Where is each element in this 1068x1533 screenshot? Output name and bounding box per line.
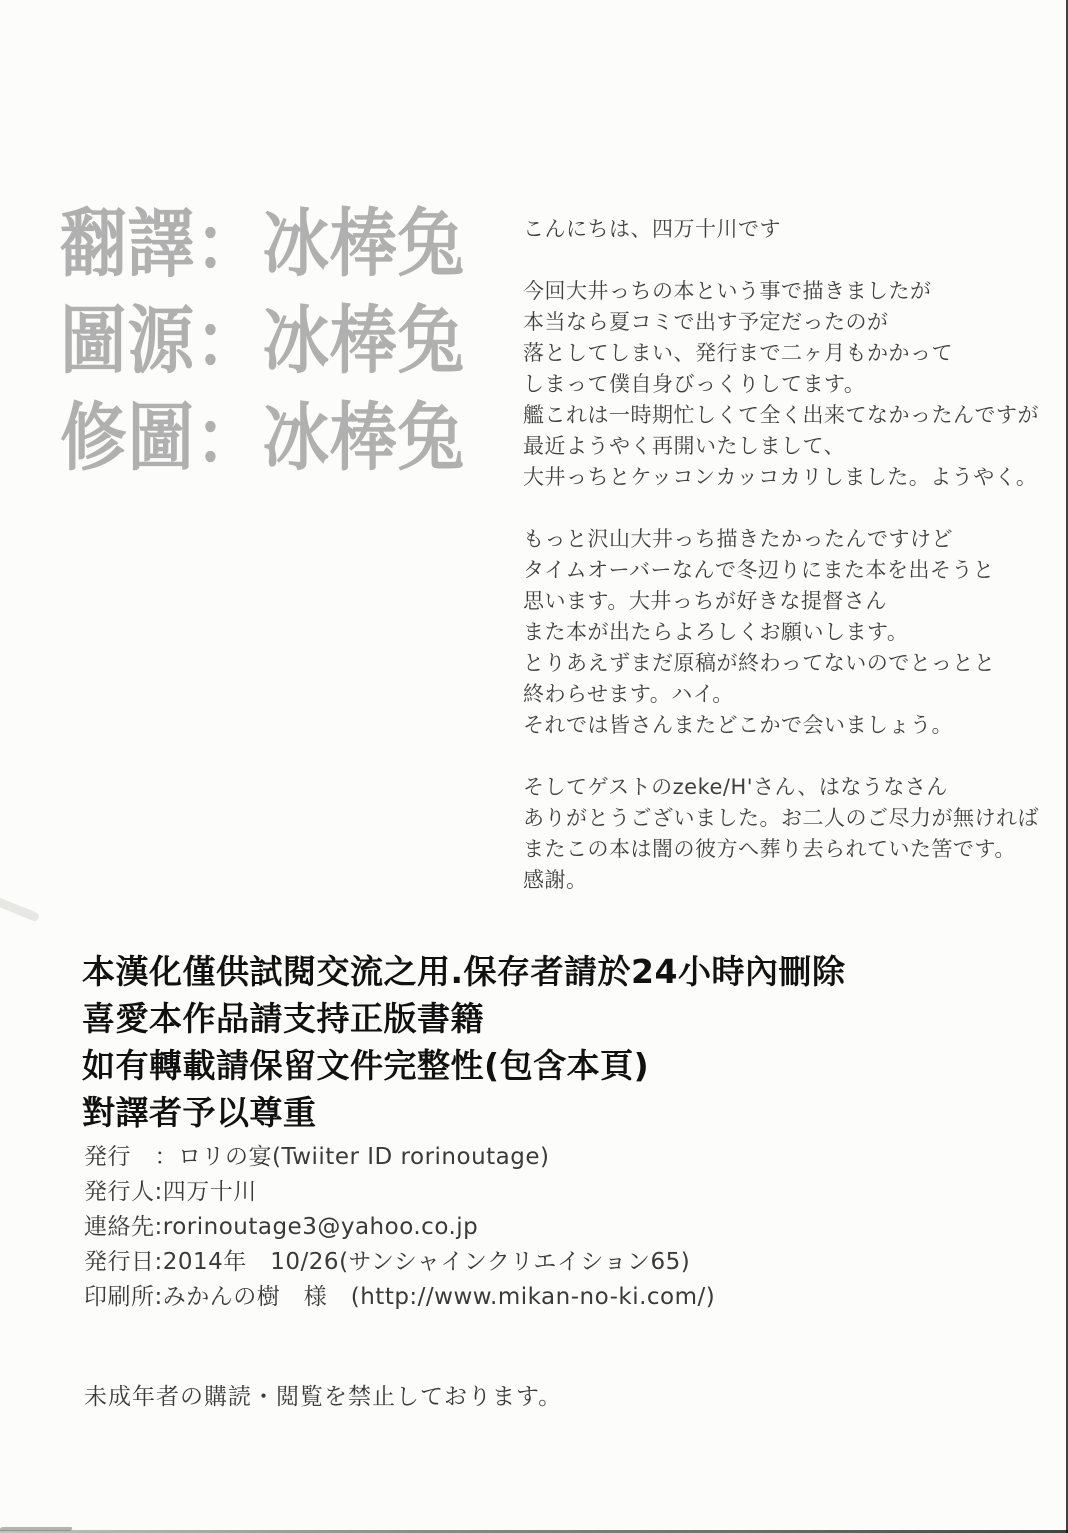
afterword-line: もっと沢山大井っち描きたかったんですけど [523,527,953,551]
afterword-line: とりあえずまだ原稿が終わってないのでとっとと [523,651,996,675]
afterword-paragraph-greeting [523,214,1039,245]
disclaimer-line-support-official: 喜愛本作品請支持正版書籍 [82,999,484,1038]
afterword-line: また本が出たらよろしくお願いします。 [523,620,909,644]
afterword-line: 感謝。 [523,868,588,892]
afterword-paragraph-delay [523,276,1039,493]
colophon-author: 発行人:四万十川 [84,1179,257,1205]
scan-scratch-artifact [0,897,40,923]
afterword-line: 落としてしまい、発行まで二ヶ月もかかって [523,341,953,365]
afterword-line: 最近ようやく再開いたしまして、 [523,434,846,458]
afterword-paragraph-next-book [523,524,1039,741]
afterword-line: 終わらせます。ハイ。 [523,682,734,706]
afterword-line: 思います。大井っちが好きな提督さん [523,589,887,613]
afterword-line: しまって僕自身びっくりしてます。 [523,372,866,396]
afterword-line: タイムオーバーなんで冬辺りにまた本を出そうと [523,558,995,582]
age-restriction-notice: 未成年者の購読・閲覧を禁止しております。 [84,1384,563,1410]
afterword-line: そしてゲストのzeke/H'さん、はなうなさん [523,775,948,799]
afterword-line: 大井っちとケッコンカッコカリしました。ようやく。 [523,465,1038,489]
afterword-line: またこの本は闇の彼方へ葬り去られていた筈です。 [523,837,1016,861]
disclaimer-line-delete-24h: 本漢化僅供試閱交流之用.保存者請於24小時內刪除 [82,952,846,991]
afterword-line: 艦これは一時期忙しくて全く出来てなかったんですが [523,403,1039,427]
disclaimer-line-keep-integrity: 如有轉載請保留文件完整性(包含本頁) [82,1046,650,1085]
publication-colophon [84,1140,715,1315]
disclaimer-line-respect-translator: 對譯者予以尊重 [82,1093,317,1132]
scanlation-disclaimer [82,948,845,1136]
afterword-line: 本当なら夏コミで出す予定だったのが [523,310,889,334]
colophon-contact-email: 連絡先:rorinoutage3@yahoo.co.jp [84,1214,479,1240]
colophon-printer: 印刷所:みかんの樹 様 (http://www.mikan-no-ki.com/) [84,1284,716,1310]
credit-line-raw-source: 圖源：冰棒兔 [60,298,465,384]
afterword-line: こんにちは、四万十川です [523,217,781,241]
translator-credits-watermark [60,196,465,487]
author-afterword [523,214,1039,927]
afterword-line: 今回大井っちの本という事で描きましたが [523,279,932,303]
afterword-line: ありがとうございました。お二人のご尽力が無ければ [523,806,1039,830]
scan-corner-smudge [0,1527,73,1531]
credit-line-cleaning: 修圖：冰棒兔 [60,395,465,481]
credit-line-translation: 翻譯：冰棒兔 [60,201,465,287]
afterword-line: それでは皆さんまたどこかで会いましょう。 [523,713,953,737]
colophon-publish-date: 発行日:2014年 10/26(サンシャインクリエイション65) [84,1249,691,1275]
colophon-publisher: 発行 ：ロリの宴(Twiiter ID rorinoutage) [84,1144,550,1170]
afterword-paragraph-guest-thanks [523,772,1039,896]
